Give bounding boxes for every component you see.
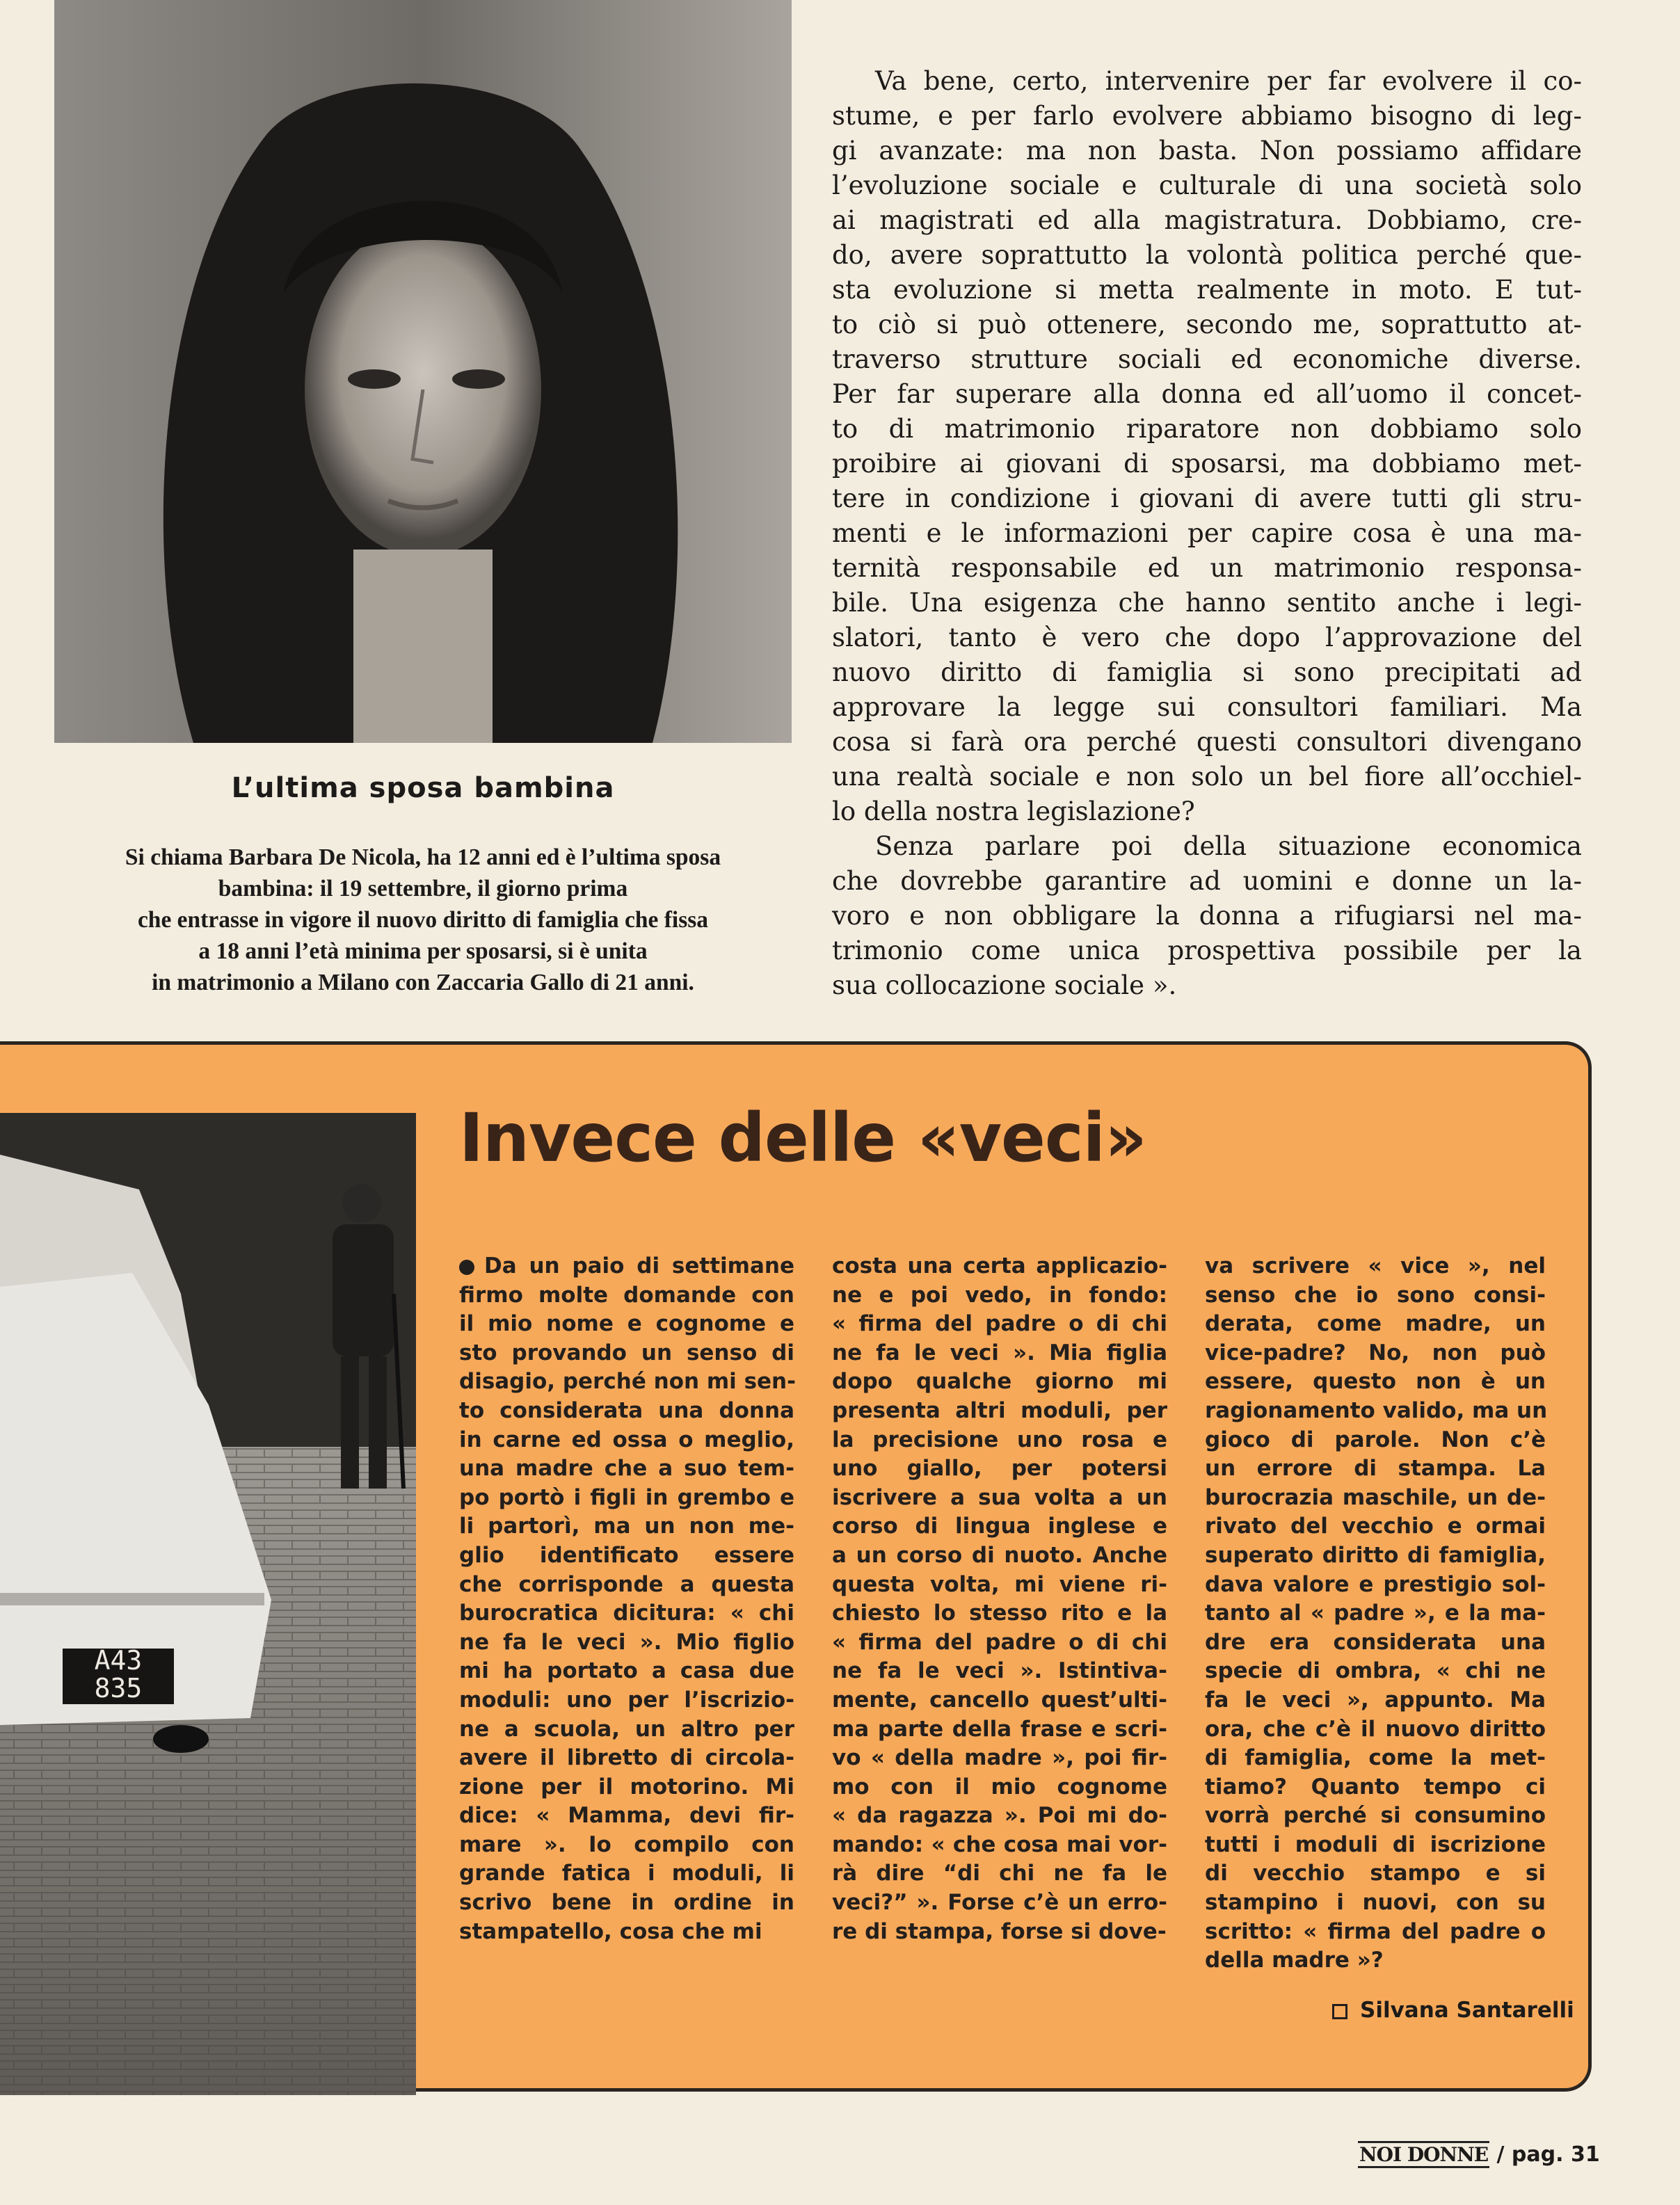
top-article <box>832 64 1582 1003</box>
text-line: in carne ed ossa o meglio, <box>459 1427 794 1452</box>
text-line: che dovrebbe garantire ad uomini e donne un la- <box>832 866 1582 896</box>
text-line: proibire ai giovani di sposarsi, ma dobbiamo met- <box>832 449 1582 479</box>
text-line: vo « della madre », poi fir- <box>832 1745 1167 1771</box>
caption-line: in matrimonio a Milano con Zaccaria Gallo di 21 anni. <box>152 970 694 995</box>
text-line: glio identificato essere <box>459 1542 794 1568</box>
text-line: specie di ombra, « chi ne <box>1205 1658 1546 1684</box>
text-line: una realtà sociale e non solo un bel fiore all’occhiel- <box>832 762 1582 792</box>
text-line: sta evoluzione si metta realmente in moto. E tut- <box>832 275 1582 305</box>
text-line: tiamo? Quanto tempo ci <box>1205 1774 1546 1799</box>
text-line: ragionamento valido, ma un <box>1205 1397 1548 1423</box>
text-line: mi ha portato a casa due <box>459 1658 794 1684</box>
text-line: questa volta, mi viene ri- <box>832 1571 1167 1597</box>
text-line: gioco di parole. Non c’è <box>1205 1427 1546 1452</box>
text-line: vorrà perché si consumino <box>1205 1803 1546 1829</box>
signature-name: Silvana Santarelli <box>1360 1998 1574 2023</box>
text-line: ora, che c’è il nuovo diritto <box>1205 1716 1546 1742</box>
text-line: to considerata una donna <box>459 1397 794 1423</box>
text-line: rà dire “di chi ne fa le <box>832 1861 1167 1886</box>
portrait-photo <box>54 0 792 743</box>
text-line: traverso strutture sociali ed economiche diverse. <box>832 344 1582 374</box>
text-line: della madre »? <box>1205 1948 1384 1973</box>
text-line: ma parte della frase e scri- <box>832 1716 1167 1742</box>
text-line: rivato del vecchio e ormai <box>1205 1514 1546 1539</box>
text-line: chiesto lo stesso rito e la <box>832 1601 1167 1626</box>
text-line: avere il libretto di circola- <box>459 1745 794 1771</box>
box-column-2 <box>832 1252 1167 1946</box>
magazine-logo: NOI DONNE <box>1358 2141 1489 2168</box>
text-line: « firma del padre o di chi <box>832 1311 1167 1337</box>
text-line: « firma del padre o di chi <box>832 1629 1167 1655</box>
text-line: ne e poi vedo, in fondo: <box>832 1282 1167 1308</box>
text-line: che corrisponde a questa <box>459 1571 794 1597</box>
text-line: Senza parlare poi della situazione economica <box>875 831 1582 861</box>
text-line: zione per il motorino. Mi <box>459 1774 794 1799</box>
text-line: vice-padre? No, non può <box>1205 1340 1546 1365</box>
footer-separator: / <box>1496 2142 1505 2167</box>
text-line: dopo qualche giorno mi <box>832 1369 1167 1395</box>
text-line: « da ragazza ». Poi mi do- <box>832 1803 1167 1829</box>
box-column-3 <box>1205 1252 1546 1975</box>
text-line: disagio, perché non mi sen- <box>459 1369 796 1395</box>
page-footer <box>1358 2142 1600 2167</box>
text-line: tere in condizione i giovani di avere tutti gli stru- <box>832 483 1582 513</box>
text-line: superato diritto di famiglia, <box>1205 1542 1546 1568</box>
text-line: Va bene, certo, intervenire per far evolvere il co- <box>875 66 1582 96</box>
text-line: senso che io sono consi- <box>1205 1282 1546 1308</box>
box-title: Invece delle «veci» <box>459 1099 1146 1177</box>
text-line: burocrazia maschile, un de- <box>1205 1484 1546 1510</box>
text-line: mando: « che cosa mai vor- <box>832 1831 1167 1857</box>
text-line: a un corso di nuoto. Anche <box>832 1542 1167 1568</box>
text-line: sto provando un senso di <box>459 1340 794 1365</box>
text-line: la precisione uno rosa e <box>832 1427 1167 1452</box>
caption-line: a 18 anni l’età minima per sposarsi, si è unita <box>198 938 648 964</box>
page-number: pag. 31 <box>1511 2142 1600 2167</box>
caption-line: che entrasse in vigore il nuovo diritto di famiglia che fissa <box>137 907 709 933</box>
text-line: slatori, tanto è vero che dopo l’approvazione del <box>832 623 1582 652</box>
text-line: nuovo diritto di famiglia si sono precipitati ad <box>832 657 1582 687</box>
text-line: una madre che a suo tem- <box>459 1456 794 1482</box>
text-line: iscrivere a sua volta a un <box>832 1484 1167 1510</box>
text-line: un errore di stampa. La <box>1205 1456 1546 1482</box>
text-line: scritto: « firma del padre o <box>1205 1918 1546 1944</box>
text-line: scrivo bene in ordine in <box>459 1890 794 1916</box>
text-line: dre era considerata una <box>1205 1629 1546 1655</box>
text-line: presenta altri moduli, per <box>832 1397 1167 1423</box>
text-line: ne a scuola, un altro per <box>459 1716 794 1742</box>
text-line: voro e non obbligare la donna a rifugiarsi nel ma- <box>832 901 1582 931</box>
text-line: stampino i nuovi, con su <box>1205 1890 1546 1916</box>
text-line: di famiglia, come la met- <box>1205 1745 1546 1771</box>
text-line-wrap <box>459 1252 794 1281</box>
text-line: costa una certa applicazio- <box>832 1253 1167 1278</box>
text-line: fa le veci », appunto. Ma <box>1205 1687 1546 1713</box>
text-line: ne fa le veci ». Mia figlia <box>832 1340 1167 1365</box>
text-line: ai magistrati ed alla magistratura. Dobbiamo, cre- <box>832 205 1582 235</box>
text-line: do, avere soprattutto la volontà politica perché que- <box>832 240 1582 270</box>
text-line: mo con il mio cognome <box>832 1774 1167 1799</box>
text-line: veci?” ». Forse c’è un erro- <box>832 1890 1167 1916</box>
bullet-icon <box>459 1260 474 1275</box>
text-line: Da un paio di settimane <box>484 1253 794 1278</box>
text-line: ne fa le veci ». Mio figlio <box>459 1629 794 1655</box>
text-line: mente, cancello quest’ulti- <box>832 1687 1167 1713</box>
text-line: va scrivere « vice », nel <box>1205 1253 1546 1278</box>
svg-text:835: 835 <box>94 1673 143 1703</box>
text-line: sua collocazione sociale ». <box>832 970 1177 1000</box>
text-line: stume, e per farlo evolvere abbiamo bisogno di leg- <box>832 101 1582 131</box>
caption-text <box>49 842 797 998</box>
text-line: di vecchio stampo e si <box>1205 1861 1546 1886</box>
text-line: l’evoluzione sociale e culturale di una società solo <box>832 170 1582 200</box>
text-line: mare ». Io compilo con <box>459 1831 794 1857</box>
text-line: gi avanzate: ma non basta. Non possiamo affidare <box>832 136 1582 166</box>
box-column-1 <box>459 1252 794 1946</box>
caption-title: L’ultima sposa bambina <box>231 772 615 804</box>
text-line: cosa si farà ora perché questi consultori divengano <box>832 727 1582 757</box>
text-line: trimonio come unica prospettiva possibile per la <box>832 936 1582 965</box>
square-icon <box>1332 2004 1347 2019</box>
text-line: tanto al « padre », e la ma- <box>1205 1601 1546 1626</box>
text-line: tutti i moduli di iscrizione <box>1205 1831 1546 1857</box>
text-line: derata, come madre, un <box>1205 1311 1546 1337</box>
text-line: bile. Una esigenza che hanno sentito anche i legi- <box>832 588 1582 618</box>
text-line: to di matrimonio riparatore non dobbiamo solo <box>832 414 1582 444</box>
text-line: burocratica dicitura: « chi <box>459 1601 794 1626</box>
text-line: grande fatica i moduli, li <box>459 1861 794 1886</box>
text-line: li partorì, ma un non me- <box>459 1514 794 1539</box>
text-line: firmo molte domande con <box>459 1282 794 1308</box>
text-line: moduli: uno per l’iscrizio- <box>459 1687 794 1713</box>
text-line: dava valore e prestigio sol- <box>1205 1571 1546 1597</box>
text-line: ternità responsabile ed un matrimonio responsa- <box>832 553 1582 583</box>
text-line: to ciò si può ottenere, secondo me, soprattutto at- <box>832 310 1582 339</box>
text-line: po portò i figli in grembo e <box>459 1484 794 1510</box>
text-line: menti e le informazioni per capire cosa è una ma- <box>832 518 1582 548</box>
text-line: approvare la legge sui consultori familiari. Ma <box>832 692 1582 722</box>
text-line: re di stampa, forse si dove- <box>832 1918 1167 1944</box>
text-line: lo della nostra legislazione? <box>832 796 1195 826</box>
text-line: il mio nome e cognome e <box>459 1311 794 1337</box>
text-line: Per far superare alla donna ed all’uomo il concet- <box>832 379 1582 409</box>
street-photo <box>0 1113 416 2095</box>
text-line: dice: « Mamma, devi fir- <box>459 1803 794 1829</box>
text-line: ne fa le veci ». Istintiva- <box>832 1658 1167 1684</box>
svg-text:A43: A43 <box>94 1645 143 1676</box>
caption-line: bambina: il 19 settembre, il giorno prima <box>218 876 628 901</box>
text-line: stampatello, cosa che mi <box>459 1918 762 1944</box>
text-line: essere, questo non è un <box>1205 1369 1546 1395</box>
text-line: corso di lingua inglese e <box>832 1514 1167 1539</box>
caption-line: Si chiama Barbara De Nicola, ha 12 anni ed è l’ultima sposa <box>125 844 721 870</box>
signature <box>1332 1998 1574 2023</box>
text-line: uno giallo, per potersi <box>832 1456 1167 1482</box>
